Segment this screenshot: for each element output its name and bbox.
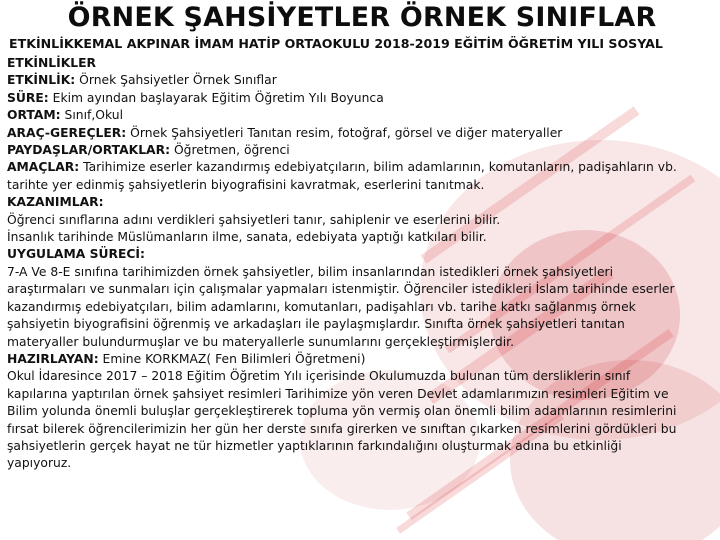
text-line: İnsanlık tarihinde Müslümanların ilme, sanata, edebiyata yaptığı katkıları bilir. <box>7 230 487 245</box>
section-heading-outcomes: KAZANIMLAR: <box>7 195 104 210</box>
field-value: Ekim ayından başlayarak Eğitim Öğretim Yılı Boyunca <box>48 90 384 105</box>
text-line: Öğrenci sınıflarına adını verdikleri şahsiyetleri tanır, sahiplenir ve eserlerini bilir. <box>7 212 501 227</box>
text-line: 7-A Ve 8-E sınıfına tarihimizden örnek şahsiyetler, bilim insanlarından istedikleri örnek şahsiyetleri <box>7 264 614 279</box>
field-value: Emine KORKMAZ( Fen Bilimleri Öğretmeni) <box>98 351 366 366</box>
field-value: Örnek Şahsiyetleri Tanıtan resim, fotoğraf, görsel ve diğer materyaller <box>126 125 563 140</box>
environment-line <box>7 107 719 124</box>
stakeholders-line <box>7 142 719 159</box>
section-heading-process: UYGULAMA SÜRECİ: <box>7 247 145 262</box>
school-subtitle: ETKİNLİKKEMAL AKPINAR İMAM HATİP ORTAOKULU 2018-2019 EĞİTİM ÖĞRETİM YILI SOSYAL <box>9 36 663 51</box>
field-label: PAYDAŞLAR/ORTAKLAR: <box>7 143 171 158</box>
field-label: ORTAM: <box>7 108 61 123</box>
text-line: kapılarına yaptırılan örnek şahsiyet resimleri Tarihimize yön veren Devlet adamlarımızın resimleri Eğitim ve <box>7 386 669 401</box>
text-line: şahsiyetin biyografisini öğrenmiş ve arkadaşları ile paylaşmışlardır. Sınıfta örnek şahsiyetleri tanıtan <box>7 317 625 332</box>
field-label: ARAÇ-GEREÇLER: <box>7 125 127 140</box>
field-label: AMAÇLAR: <box>7 160 80 175</box>
text-line: materyaller bulundurmuşlar ve bu materyallerle sunumlarını gerçekleştirmişlerdir. <box>7 334 514 349</box>
document-body <box>7 55 719 473</box>
text-line: Bilim yolunda önemli buluşlar gerçekleştirerek topluma yön vermiş olan önemli bilim adamlarının resimlerini <box>7 404 677 419</box>
field-value: Örnek Şahsiyetler Örnek Sınıflar <box>75 73 277 88</box>
text-line: Okul İdaresince 2017 – 2018 Eğitim Öğretim Yılı içerisinde Okulumuzda bulunan tüm dersliklerin sınıf <box>7 369 631 384</box>
field-value: Öğretmen, öğrenci <box>170 143 290 158</box>
prepared-by-line <box>7 351 719 368</box>
field-value: Tarihimize eserler kazandırmış edebiyatçıların, bilim adamlarının, komutanların, padişahların vb. <box>79 160 677 175</box>
text-line: şahsiyetlerin gerçek hayat ne tür hizmetler yaptıklarının farkındalığını oluşturmak adına bu etkinliği <box>7 438 622 453</box>
slide-title: ÖRNEK ŞAHSİYETLER ÖRNEK SINIFLAR <box>67 2 657 33</box>
text-line: araştırmaları ve sunmaları için çalışmalar yapmaları istenmiştir. Öğrenciler istedikleri İslam tarihinde eserler <box>7 282 675 297</box>
text-line: yapıyoruz. <box>7 456 72 471</box>
field-value: Sınıf,Okul <box>60 108 123 123</box>
field-label: SÜRE: <box>7 90 49 105</box>
text-line: tarihte yer edinmiş şahsiyetlerin biyografisini kavratmak, eserlerini tanıtmak. <box>7 177 485 192</box>
materials-line <box>7 125 719 142</box>
field-label: HAZIRLAYAN: <box>7 351 99 366</box>
field-label: ETKİNLİK: <box>7 73 76 88</box>
section-heading-activities: ETKİNLİKLER <box>7 56 97 70</box>
text-line: fırsat bilerek öğrencilerimizin her gün her derste sınıfa girerken ve sınıftan çıkarken resimlerini gördükleri bu <box>7 421 677 436</box>
duration-line <box>7 90 719 107</box>
text-line: kazandırmış edebiyatçıları, bilim adamlarını, komutanları, padişahları vb. tarihe katkı sağlanmış örnek <box>7 299 636 314</box>
activity-line <box>7 72 719 89</box>
goals-line <box>7 159 719 176</box>
